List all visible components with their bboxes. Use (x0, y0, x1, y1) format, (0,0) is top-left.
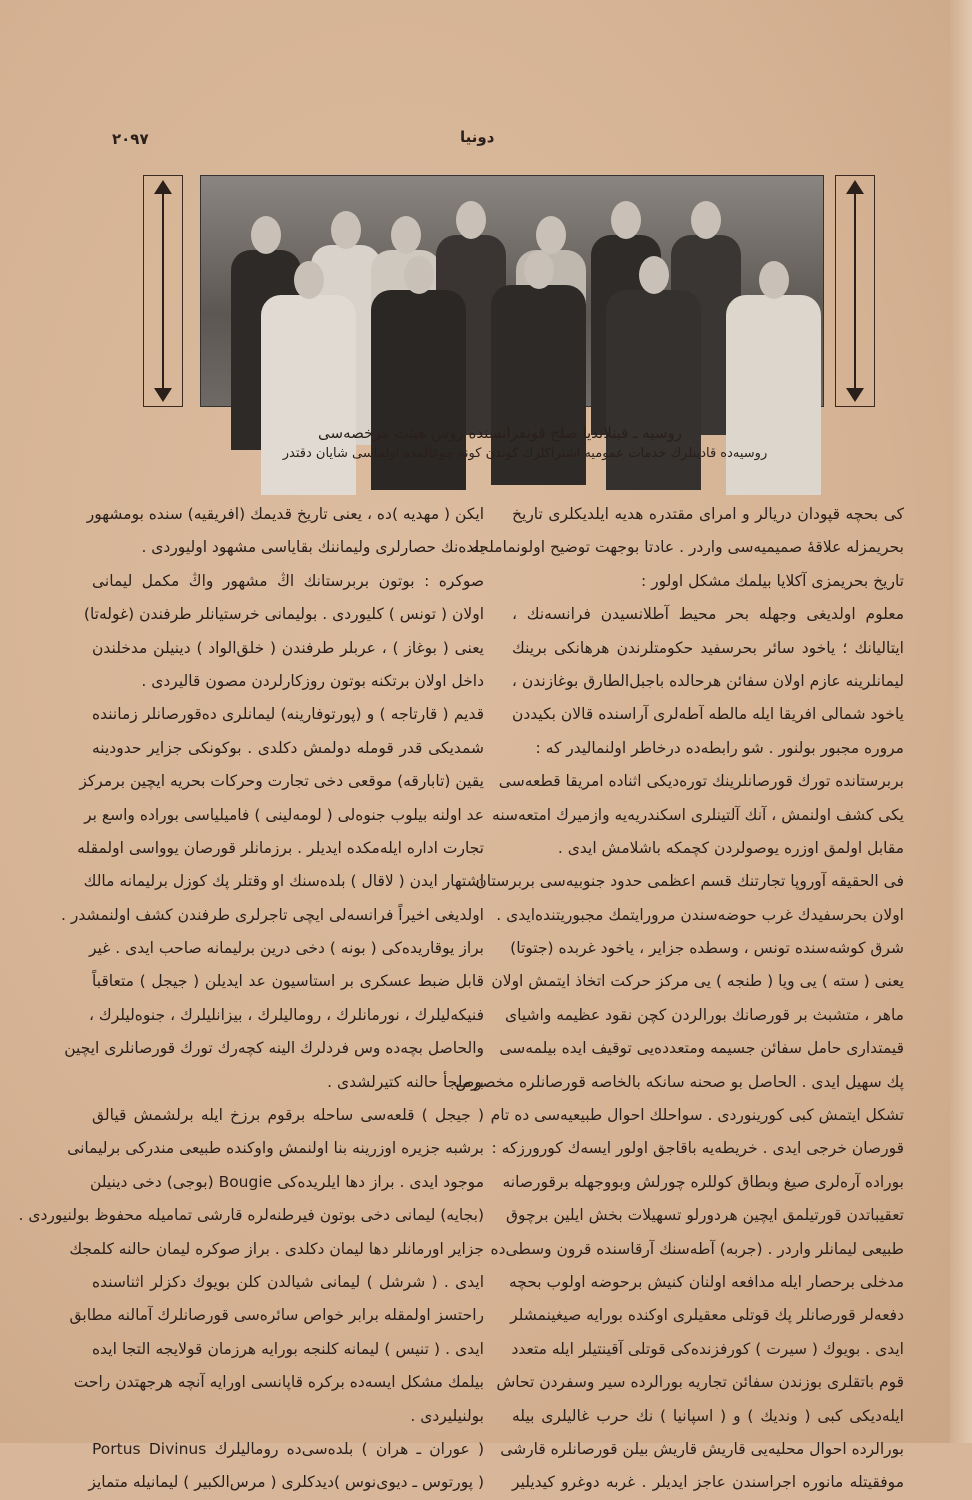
text-line: راحتسز اولمقله برابر خواص سائره‌سی قورصانلرك آمالنه مطابق (69, 1306, 484, 1325)
photo-caption-subtitle: روسیه‌ده قادینلرك خدمات عمومیه اشتراكلرك كوندن كونه چوغالمده اولماسی شایان دقتدر (282, 446, 768, 461)
text-line: موجود ایدی . براز دها ایلریده‌كی Bougie (بوجی) دخی دینیلن (89, 1172, 484, 1191)
group-photograph (200, 175, 824, 407)
text-line: برشبه جزیره اوزرینه بنا اولنمش واوكنده طبیعی مندركی برلیمانی (67, 1139, 484, 1158)
text-line: تشكل ایتمش كبی كورینوردی . سواحلك احوال طبیعیه‌سی ده تام (490, 1106, 904, 1125)
text-line: موفقیتله مانوره اجراسندن عاجز ایدیلر . غربه دوغرو كیدیلیر (512, 1473, 904, 1492)
arrow-down-icon (846, 388, 864, 402)
text-line: اولدیغی اخیراً فرانسه‌لی ایچی تاجرلری طرفندن كشف اولنمشدر . (61, 905, 484, 924)
text-line: بورالرده احوال محلیه‌یی قاریش قاریش بیلن قورصانلره قارشی (500, 1439, 904, 1458)
text-line: بلده‌نك حصارلری ولیماننك بقایاسی مشهود اولیوردی . (141, 538, 484, 557)
text-line: فی الحقیقه آوروپا تجارتنك قسم اعظمی حدود جنوبیه‌سی بربرستان (475, 872, 904, 891)
text-line: یعنی ( بوغاز ) ، عربلر طرفندن ( خلق‌الواد ) دینیلن مدخلندن (92, 638, 484, 657)
text-line: یعنی ( سته ) یی ویا ( طنجه ) یی مركز حركت اتخاذ ایتمش اولان (491, 972, 904, 991)
text-line: قدیم ( قارتاجه ) و (پورتوفارینه) لیمانلری ده‌قورصانلر زماننده (92, 705, 484, 724)
text-line: (بجایه) لیمانی دخی بوتون فیرطنه‌لره قارشی تمامیله محفوظ بولنیوردی . (18, 1206, 484, 1225)
arrow-shaft (854, 190, 856, 390)
text-line: صوكره : بوتون بربرستانك اڭ مشهور واڭ مكمل لیمانی (92, 571, 484, 590)
text-line: قابل ضبط عسكری بر استاسیون عد ایدیلن ( جیجل ) متعاقباً (92, 972, 484, 991)
text-line: قورصان خرجی ایدی . خریطه‌یه باقاجق اولور ایسه‌ك كورورزكه : (491, 1139, 904, 1158)
text-line: ایدی . ( تنیس ) لیمانه كلنجه بورایه هرزمان قولایجه التجا ایده (92, 1339, 484, 1358)
text-column-right (455, 498, 904, 1500)
text-line: ایكن ( مهدیه )ده ، یعنی تاریخ قدیمك (افریقیه) سنده بومشهور (86, 505, 484, 523)
text-line: برملجأ حالنه كتیرلشدی . (327, 1072, 484, 1091)
text-line: معلوم اولدیغی وجهله بحر محیط آطلانسیدن فرانسه‌نك ، (512, 605, 904, 624)
text-line: ایدی . بویوك ( سیرت ) كورفزنده‌كی قوتلی آقینتیلر ایله متعدد (511, 1339, 904, 1358)
text-line: فنیكه‌لیلرك ، نورمانلرك ، رومالیلرك ، بیزانلیلرك ، جنوه‌لیلرك ، (89, 1005, 484, 1024)
text-line: بورادە آرەلری صیغ وبطاق كوللره چورلش وبووجهله برقورصانه (502, 1172, 904, 1191)
arrow-down-icon (154, 388, 172, 402)
text-line: مروره مجبور بولنور . شو رابطه‌ده درخاطر اولنمالیدر كه : (535, 738, 904, 757)
text-line: براز یوقاریده‌كی ( بونه ) دخی درین برلیمانه صاحب ایدی . غیر (88, 939, 484, 958)
text-line: مدخلی برحصار ایله مدافعه اولنان كنیش برحوضه اولوب بحچه (508, 1272, 904, 1291)
text-line: كی بحچه قپودان دریالر و امرای مقتدره هدیه ایلدیكلری تاریخ (512, 505, 904, 523)
magazine-title: دونیا (460, 128, 495, 146)
text-line: بولنیلیردی . (410, 1406, 484, 1425)
page-number: ۲۰۹۷ (112, 130, 149, 148)
text-line: ایتالیانك ؛ یاخود سائر بحرسفید حكومتلرندن هرهانكی برینك (512, 638, 904, 657)
text-line: بحریمزله علاقه‌ٔ صمیمیه‌سی واردر . عادتا بوجهت توضیح اولونماملجه (470, 538, 904, 557)
text-line: ( پورتوس ـ دیوی‌نوس )دیدكلری ( مرس‌الكبیر ) لیمانیله متمایز (88, 1473, 484, 1492)
text-column-left (18, 498, 484, 1500)
text-line: اولان بحرسفیدك غرب حوضه‌سندن مرورایتمك مجبوریتنده‌ایدی . (496, 905, 904, 924)
text-line: ایدی . ( شرشل ) لیمانی شیالدن كلن بویوك دكزلر اثناسنده (92, 1272, 484, 1291)
text-line: تجارت اداره ایله‌مكده ایدیلر . برزمانلر قورصان یوواسی اولمقله (77, 838, 484, 857)
text-line: اولان ( تونس ) كلیوردی . بولیمانی خرستیانلر طرفندن (غوله‌تا) (83, 605, 484, 624)
text-line: ( جیجل ) قلعه‌سی ساحله برقوم برزخ ایله برلشمش قیالق (92, 1106, 484, 1125)
text-line: بیلمك مشكل ایسه‌ده بركره قاپانسی اورایه آنچه هرجهتدن راحت (73, 1373, 484, 1392)
right-arrow-ornament (835, 175, 875, 407)
text-line: والحاصل بچه‌ده‌ وس فردلرك الینه كچه‌رك تورك قورصانلری ایچین (64, 1039, 484, 1058)
text-line: تعقیباتدن قورتیلمق ایچین هردورلو تسهیلات بخش ایلین برچوق (506, 1206, 904, 1225)
text-line: یكی كشف اولنمش ، آنك آلتینلری اسكندریه‌یه‌ وازمیرك امتعه‌سنه (492, 805, 904, 824)
text-line: ( عوران ـ هران ) بلده‌سی‌ده رومالیلرك Portus Divinus (92, 1439, 484, 1458)
text-line: یقین (تابارقه) موقعی دخی تجارت وحركات بحریه ایچین برمركز (79, 772, 484, 791)
text-line: مقابل اولمق اوزره یوصولردن كچمكه باشلامش ایدی . (557, 838, 904, 857)
text-line: یاخود شمالی افریقا ایله مالطه آطه‌لری آراسنده قالان بكیددن (512, 705, 904, 724)
text-line: قوم باتقلری بوزندن سفائن تجاریه بورالرده سیر وسفردن تحاش (496, 1373, 904, 1392)
photo-caption-title: روسیه ـ فینلاندیا صلح قونفرانسنده روس هیئت مرخصه‌سی (318, 424, 682, 442)
text-line: بربرستانده تورك قورصانلرینك توره‌دیكی اثناده امریقا قطعه‌سی (498, 772, 904, 791)
text-line: شرق كوشه‌سنده تونس ، وسطده جزایر ، یاخود غربده (جتوتا) (510, 939, 904, 958)
text-line: ایله‌دیكی كبی ( وندیك ) و ( اسپانیا ) نك حرب غالیلری بیله (512, 1406, 904, 1425)
text-line: اشتهار ایدن ( لاقال ) بلده‌سنك او وقتلر پك كوزل برلیمانه مالك (83, 872, 484, 891)
text-line: داخل اولان برتكنه بوتون روزكارلردن مصون قالیردی . (141, 671, 484, 690)
arrow-shaft (162, 190, 164, 390)
text-line: تاریخ بحریمزی آكلایا بیلمك مشكل اولور : (640, 571, 904, 590)
text-line: طبیعی لیمانلر واردر . (جربه) آطه‌سنك آرقاسنده قرون وسطی‌ده (490, 1239, 904, 1258)
text-line: شمدیكی قدر قومله دولمش دكلدی . بوكونكی جزایر حدودینه (92, 738, 484, 757)
text-line: قیمتداری حامل سفائن جسیمه ومتعدده‌یی توقیف ایده بیلمه‌سی (499, 1039, 904, 1058)
text-line: دفعه‌لر قورصانلر پك قوتلی معقیلری اوكنده بورایه صیغینمشلر (510, 1306, 904, 1325)
text-line: عد اولنه بیلوب جنوه‌لی ( لومه‌لینی ) فامیلیاسی بوراده واسع بر (84, 805, 484, 824)
page-edge (950, 0, 972, 1443)
left-arrow-ornament (143, 175, 183, 407)
text-line: پك سهیل ایدی . الحاصل بو صحنه سانكه بالخاصه قورصانلره مخصوص (455, 1072, 904, 1091)
text-line: جزایر اورمانلر دها لیمان دكلدی . براز صوكره لیمان حالنه كلمجك (69, 1239, 484, 1258)
text-line: لیمانلرینه عازم اولان سفائن هرحالده باجبل‌الطارق بوغازندن ، (511, 671, 904, 690)
text-line: ماهر ، متشبث بر قورصانك بورالردن كچن نقود عظیمه واشیای (505, 1005, 904, 1024)
